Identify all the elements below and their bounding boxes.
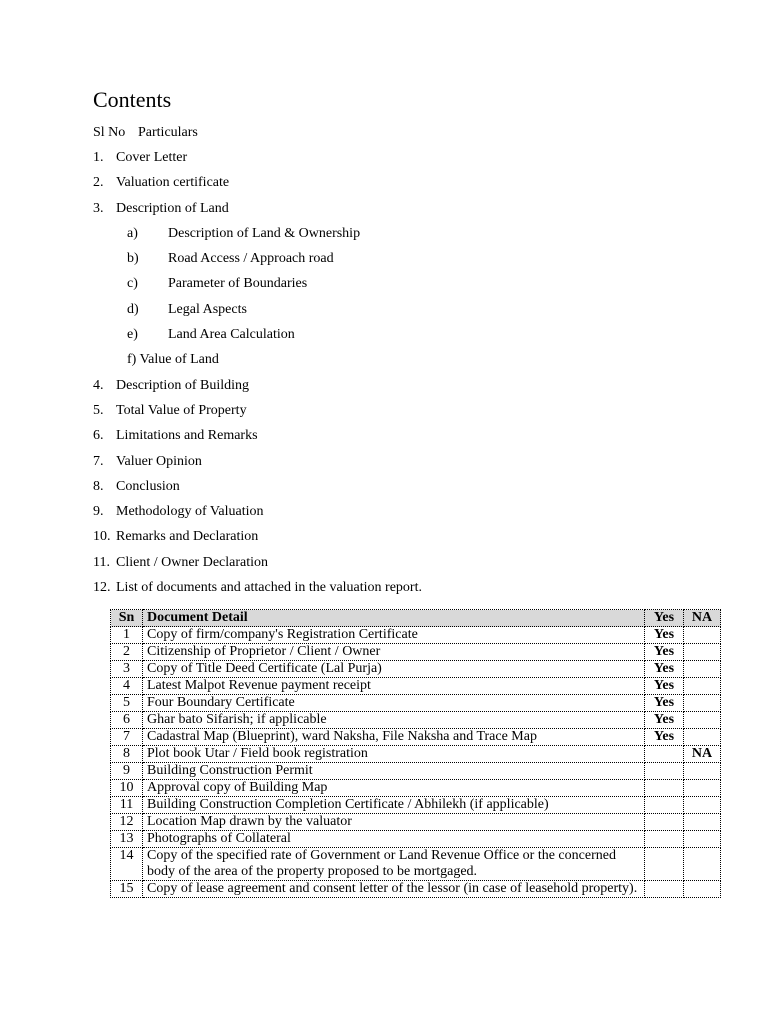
na-cell — [684, 831, 721, 848]
table-header-row — [111, 610, 721, 627]
sn-cell: 12 — [111, 814, 143, 831]
page-title: Contents — [93, 87, 172, 112]
document-detail-cell: Photographs of Collateral — [143, 831, 645, 848]
item-number: 2. — [93, 175, 104, 191]
na-cell — [684, 881, 721, 898]
sub-item-label: Road Access / Approach road — [168, 251, 334, 267]
contents-list-part1 — [93, 149, 723, 225]
table-row — [111, 797, 721, 814]
contents-list-part2 — [93, 377, 723, 605]
na-cell — [684, 763, 721, 780]
contents-sublist — [93, 225, 723, 351]
list-item — [93, 554, 723, 579]
sub-item-letter: c) — [127, 276, 138, 292]
yes-cell — [645, 881, 684, 898]
sn-cell: 7 — [111, 729, 143, 746]
item-number: 12. — [93, 580, 111, 596]
item-number: 6. — [93, 428, 104, 444]
list-item — [93, 149, 723, 174]
sn-cell: 3 — [111, 661, 143, 678]
list-item — [93, 579, 723, 604]
list-item — [93, 427, 723, 452]
table-row — [111, 746, 721, 763]
documents-table — [110, 609, 721, 898]
yes-cell — [645, 797, 684, 814]
sn-cell: 10 — [111, 780, 143, 797]
sub-item-letter: e) — [127, 327, 138, 343]
table-row — [111, 627, 721, 644]
sub-item-letter: a) — [127, 225, 138, 241]
item-number: 1. — [93, 150, 104, 165]
table-row — [111, 661, 721, 678]
sub-item-label: Land Area Calculation — [168, 327, 295, 343]
item-label: Client / Owner Declaration — [116, 554, 269, 570]
document-detail-header: Document Detail — [143, 610, 645, 627]
sub-list-item — [93, 250, 723, 275]
document-detail-cell: Ghar bato Sifarish; if applicable — [143, 712, 645, 729]
item-number: 10. — [93, 529, 111, 545]
na-cell — [684, 848, 721, 881]
item-label: Cover Letter — [116, 150, 188, 165]
table-row — [111, 780, 721, 797]
yes-cell: Yes — [645, 678, 684, 695]
particulars-header: Particulars — [138, 125, 198, 140]
sn-cell: 8 — [111, 746, 143, 763]
table-row — [111, 848, 721, 881]
table-row — [111, 644, 721, 661]
sub-item-letter: d) — [127, 301, 139, 317]
na-cell — [684, 712, 721, 729]
list-item — [93, 478, 723, 503]
item-number: 5. — [93, 402, 104, 418]
sn-cell: 1 — [111, 627, 143, 644]
contents-header — [93, 124, 723, 149]
na-header: NA — [684, 610, 721, 627]
table-row — [111, 695, 721, 712]
document-detail-cell: Latest Malpot Revenue payment receipt — [143, 678, 645, 695]
table-row — [111, 831, 721, 848]
yes-cell: Yes — [645, 712, 684, 729]
sub-item-label: Description of Land & Ownership — [168, 225, 361, 241]
list-item — [93, 402, 723, 427]
list-item — [93, 528, 723, 553]
contents-page — [93, 86, 723, 604]
sn-header: Sn — [111, 610, 143, 627]
table-row — [111, 712, 721, 729]
na-cell — [684, 644, 721, 661]
yes-cell: Yes — [645, 695, 684, 712]
item-label: Conclusion — [116, 478, 180, 494]
item-label: Limitations and Remarks — [116, 428, 258, 444]
item-number: 4. — [93, 377, 104, 393]
sub-list-item — [93, 275, 723, 300]
table-row — [111, 678, 721, 695]
yes-header: Yes — [645, 610, 684, 627]
na-cell — [684, 678, 721, 695]
sub-list-item — [93, 326, 723, 351]
sub-item-label: Parameter of Boundaries — [168, 276, 308, 292]
na-cell — [684, 695, 721, 712]
na-cell — [684, 780, 721, 797]
na-cell — [684, 797, 721, 814]
list-item — [93, 453, 723, 478]
item-label: Valuer Opinion — [116, 453, 202, 469]
list-item — [93, 503, 723, 528]
item-label: Total Value of Property — [116, 402, 247, 418]
item-number: 8. — [93, 478, 104, 494]
yes-cell: Yes — [645, 627, 684, 644]
document-detail-cell: Copy of Title Deed Certificate (Lal Purja) — [143, 661, 645, 678]
table-row — [111, 814, 721, 831]
sn-cell: 6 — [111, 712, 143, 729]
document-detail-cell: Four Boundary Certificate — [143, 695, 645, 712]
document-detail-cell: Copy of the specified rate of Government or Land Revenue Office or the concerned body of the area of the property proposed to be mortgaged. — [143, 848, 645, 881]
list-item — [93, 377, 723, 402]
na-cell — [684, 814, 721, 831]
sn-cell: 11 — [111, 797, 143, 814]
table-row — [111, 763, 721, 780]
yes-cell: Yes — [645, 729, 684, 746]
item-label: Methodology of Valuation — [116, 504, 264, 520]
item-label: Description of Land — [116, 200, 229, 216]
item-number: 7. — [93, 453, 104, 469]
table-row — [111, 729, 721, 746]
document-detail-cell: Building Construction Completion Certificate / Abhilekh (if applicable) — [143, 797, 645, 814]
yes-cell — [645, 848, 684, 881]
sub-list-item — [93, 225, 723, 250]
sub-item-label: Legal Aspects — [168, 301, 247, 317]
yes-cell — [645, 814, 684, 831]
document-detail-cell: Building Construction Permit — [143, 763, 645, 780]
yes-cell — [645, 780, 684, 797]
item-label: Remarks and Declaration — [116, 529, 259, 545]
na-cell — [684, 729, 721, 746]
sub-item-letter: b) — [127, 251, 139, 267]
document-detail-cell: Approval copy of Building Map — [143, 780, 645, 797]
list-item — [93, 200, 723, 225]
item-number: 11. — [93, 554, 110, 570]
item-label: List of documents and attached in the valuation report. — [116, 580, 422, 596]
document-detail-cell: Copy of firm/company's Registration Certificate — [143, 627, 645, 644]
yes-cell: Yes — [645, 661, 684, 678]
item-label: Valuation certificate — [116, 175, 230, 191]
sub-list-item — [93, 301, 723, 326]
na-cell — [684, 661, 721, 678]
table-row — [111, 881, 721, 898]
sn-cell: 5 — [111, 695, 143, 712]
document-detail-cell: Location Map drawn by the valuator — [143, 814, 645, 831]
sn-cell: 2 — [111, 644, 143, 661]
sn-cell: 4 — [111, 678, 143, 695]
item-number: 9. — [93, 504, 104, 520]
sl-no-header: Sl No — [93, 125, 126, 140]
document-detail-cell: Cadastral Map (Blueprint), ward Naksha, File Naksha and Trace Map — [143, 729, 645, 746]
documents-table-body — [111, 627, 721, 898]
document-detail-cell: Plot book Utar / Field book registration — [143, 746, 645, 763]
document-detail-cell: Citizenship of Proprietor / Client / Owner — [143, 644, 645, 661]
na-cell — [684, 627, 721, 644]
subitem-f: f) Value of Land — [127, 352, 219, 368]
document-detail-cell: Copy of lease agreement and consent letter of the lessor (in case of leasehold property). — [143, 881, 645, 898]
sn-cell: 9 — [111, 763, 143, 780]
item-number: 3. — [93, 200, 104, 216]
sn-cell: 13 — [111, 831, 143, 848]
na-cell: NA — [684, 746, 721, 763]
yes-cell — [645, 763, 684, 780]
yes-cell — [645, 746, 684, 763]
yes-cell — [645, 831, 684, 848]
sn-cell: 15 — [111, 881, 143, 898]
item-label: Description of Building — [116, 377, 249, 393]
list-item — [93, 174, 723, 199]
yes-cell: Yes — [645, 644, 684, 661]
sn-cell: 14 — [111, 848, 143, 881]
